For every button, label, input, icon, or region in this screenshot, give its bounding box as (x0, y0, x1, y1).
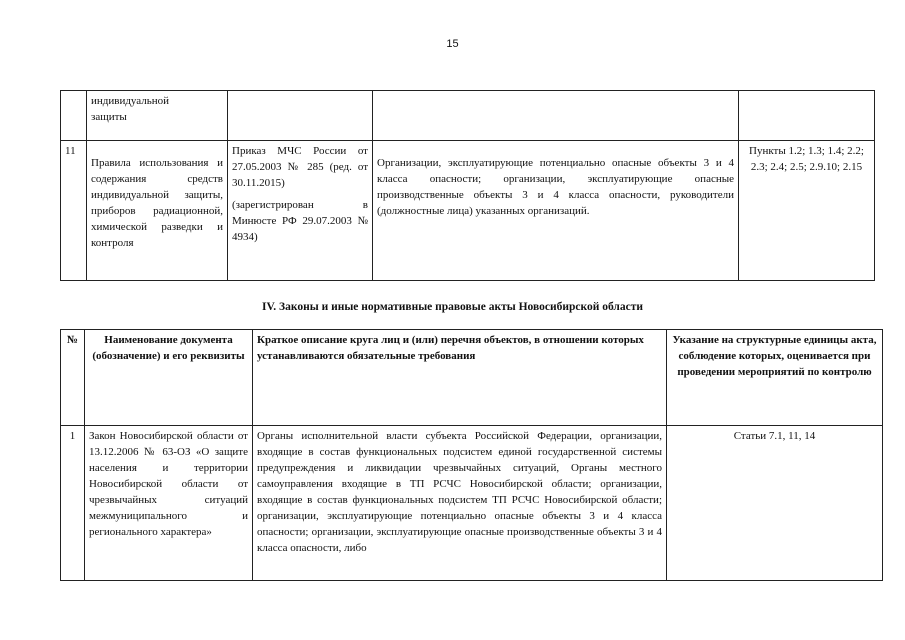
table-header-row (61, 330, 883, 426)
description-text: Органы исполнительной власти субъекта Российской Федерации, организации, входящие в состав функциональных подсистем единой государственной системы предупреждения и ликвидации чрезвычайных ситуаций, Органы местного самоуправления входящие в ТП РСЧС Новосибирской области; организации, входящие в состав функциональных подсистем ТП РСЧС Новосибирской области; организации, эксплуатирующие потенциально опасные объекты 3 и 4 класса опасности; организации, эксплуатирующие опасные производственные объекты 3 и 4 класса опасности, либо (257, 430, 662, 554)
requisites-registration: (зарегистрирован в Минюсте РФ 29.07.2003 № 4934) (232, 199, 368, 243)
cell-document (87, 91, 228, 141)
header-document: Наименование документа (обозначение) и его реквизиты (85, 330, 253, 426)
header-units: Указание на структурные единицы акта, соблюдение которых, оценивается при проведении мероприятий по контролю (667, 330, 883, 426)
page-number: 15 (446, 38, 459, 50)
cell-points (739, 91, 875, 141)
cell-requisites (228, 91, 373, 141)
cell-num: 1 (61, 426, 85, 581)
cell-document (85, 426, 253, 581)
cell-points: Пункты 1.2; 1.3; 1.4; 2.2; 2.3; 2.4; 2.5; 2.9.10; 2.15 (739, 141, 875, 281)
table-row (61, 141, 875, 281)
document-name: Закон Новосибирской области от 13.12.2006 № 63-ОЗ «О защите населения и территории Новосибирской области от чрезвычайных ситуаций межмуниципального и регионального характера» (89, 430, 248, 538)
cell-num (61, 91, 87, 141)
section-heading: IV. Законы и иные нормативные правовые акты Новосибирской области (262, 301, 643, 313)
doc-line: индивидуальной (91, 95, 170, 107)
doc-line: защиты (91, 111, 127, 123)
cell-description (373, 141, 739, 281)
cell-document (87, 141, 228, 281)
cell-units: Статьи 7.1, 11, 14 (667, 426, 883, 581)
header-description: Краткое описание круга лиц и (или) перечня объектов, в отношении которых устанавливаются обязательные требования (253, 330, 667, 426)
cell-description (373, 91, 739, 141)
requisites-main: Приказ МЧС России от 27.05.2003 № 285 (ред. от 30.11.2015) (232, 145, 368, 189)
cell-num: 11 (61, 141, 87, 281)
document-name: Правила использования и содержания средств индивидуальной защиты, приборов радиационной, химической разведки и контроля (91, 157, 223, 249)
table-row (61, 91, 875, 141)
cell-description (253, 426, 667, 581)
measures-table-continued (60, 90, 875, 281)
table-row (61, 426, 883, 581)
regional-acts-table (60, 329, 883, 581)
description-text: Организации, эксплуатирующие потенциально опасные объекты 3 и 4 класса опасности; организации, эксплуатирующие опасные производственные объекты 3 и 4 класса опасности, руководители (должностные лица) указанных организаций. (377, 157, 734, 217)
cell-requisites (228, 141, 373, 281)
header-num: № (61, 330, 85, 426)
